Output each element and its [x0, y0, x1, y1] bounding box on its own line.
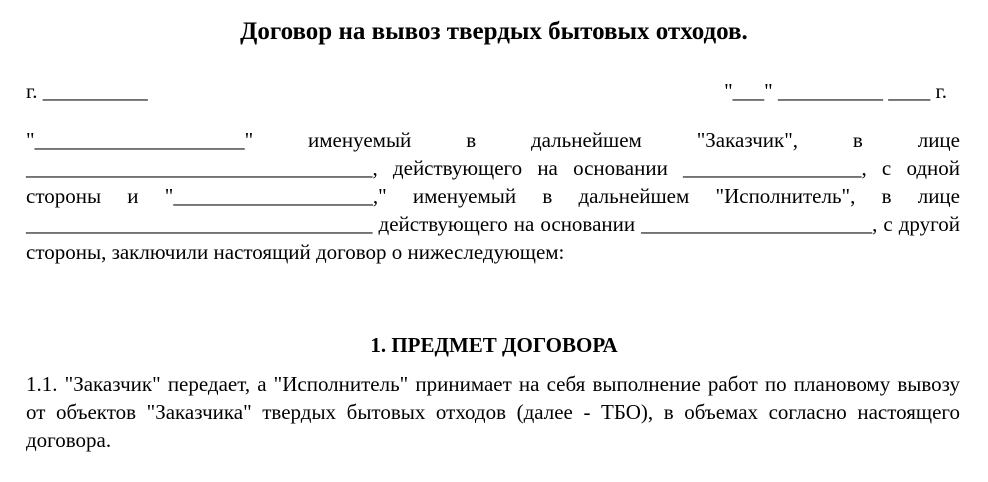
- place-field: г. __________: [26, 79, 148, 103]
- section-heading: 1. ПРЕДМЕТ ДОГОВОРА: [370, 333, 618, 357]
- preamble-paragraph: "____________________" именуемый в дальнейшем "Заказчик", в лице _________________________________, действующего на основании _________________, с одной стороны и "___________________," именуемый в дальнейшем "Исполнитель", в лице _________________________________ действующего на основании ______________________, с другой стороны, заключили настоящий договор о нижеследующем:: [26, 128, 960, 264]
- clause-paragraph: 1.1. "Заказчик" передает, а "Исполнитель" принимает на себя выполнение работ по плановому вывозу от объектов "Заказчика" твердых бытовых отходов (далее - ТБО), в объемах согласно настоящего договора.: [26, 372, 960, 452]
- place-date-line: [26, 76, 960, 106]
- date-field: "___" __________ ____ г.: [724, 79, 947, 103]
- document-title: Договор на вывоз твердых бытовых отходов.: [240, 18, 748, 45]
